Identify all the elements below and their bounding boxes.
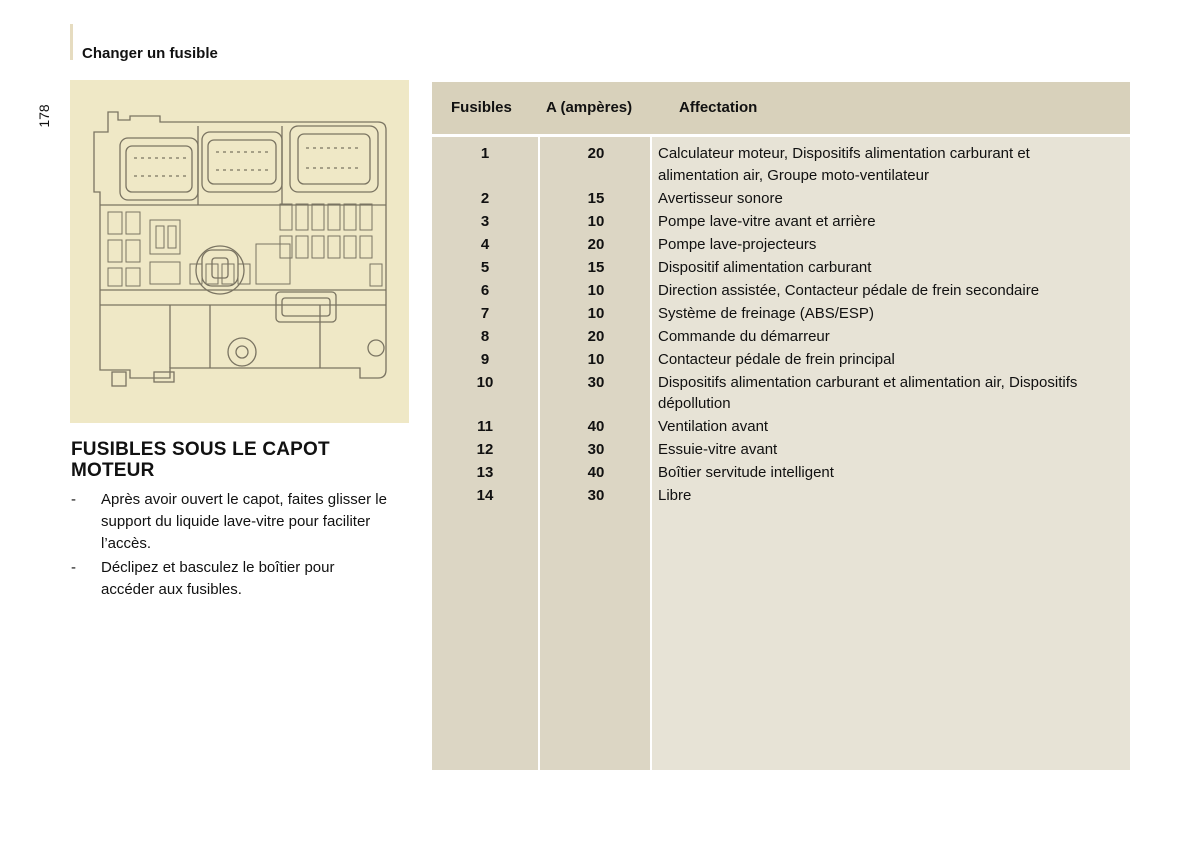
amperage-cell: 30	[587, 487, 605, 504]
amperage-cell: 10	[587, 281, 605, 299]
fuse-number-cell: 2	[480, 189, 490, 207]
assignment-cell: Ventilation avant	[658, 418, 769, 435]
table-row	[432, 439, 1130, 461]
engine-fuse-box-illustration	[70, 80, 409, 423]
instruction-text: Après avoir ouvert le capot, faites glisser le support du liquide lave-vitre pour faciliter l’accès.	[101, 491, 387, 552]
amperage-cell: 20	[587, 235, 605, 253]
amperage-cell: 10	[587, 304, 605, 322]
table-row	[432, 462, 1130, 484]
amperage-cell: 30	[587, 373, 605, 391]
amperage-cell: 15	[587, 258, 605, 276]
amperage-cell: 40	[587, 464, 605, 481]
assignment-cell: Pompe lave-projecteurs	[658, 235, 817, 253]
assignment-cell: Essuie-vitre avant	[658, 441, 778, 458]
section-heading-line2: MOTEUR	[71, 460, 155, 481]
assignment-cell: Dispositifs alimentation carburant et alimentation air, Dispositifs dépollution	[658, 373, 1078, 412]
assignment-cell: Pompe lave-vitre avant et arrière	[658, 212, 876, 230]
amperage-cell: 15	[587, 189, 605, 207]
page-number: 178	[36, 104, 52, 128]
fuse-number-cell: 10	[476, 373, 494, 391]
header-fuses: Fusibles	[451, 99, 512, 116]
table-row	[432, 349, 1130, 371]
assignment-cell: Boîtier servitude intelligent	[658, 464, 834, 481]
table-row	[432, 211, 1130, 233]
section-title: Changer un fusible	[82, 45, 218, 62]
table-row	[432, 143, 1130, 186]
assignment-cell: Libre	[658, 487, 692, 504]
instruction-step	[71, 557, 391, 601]
amperage-cell: 40	[587, 418, 605, 435]
list-dash: -	[71, 491, 76, 508]
fuse-number-cell: 5	[480, 258, 490, 276]
assignment-cell: Dispositif alimentation carburant	[658, 258, 872, 276]
amperage-cell: 10	[587, 212, 605, 230]
instruction-text: Déclipez et basculez le boîtier pour accéder aux fusibles.	[101, 559, 335, 598]
assignment-cell: Direction assistée, Contacteur pédale de frein secondaire	[658, 281, 1040, 299]
table-row	[432, 280, 1130, 302]
assignment-cell: Système de freinage (ABS/ESP)	[658, 304, 874, 322]
table-body	[432, 143, 1130, 508]
assignment-cell: Contacteur pédale de frein principal	[658, 350, 895, 368]
instruction-step	[71, 489, 391, 555]
fuse-box-figure	[70, 80, 409, 423]
header-accent-bar	[70, 24, 73, 60]
fuse-table	[432, 82, 1130, 770]
fuse-number-cell: 12	[476, 441, 494, 458]
assignment-cell: Avertisseur sonore	[658, 189, 783, 207]
fuse-number-cell: 1	[480, 145, 490, 162]
assignment-cell: Calculateur moteur, Dispositifs alimentation carburant et alimentation air, Groupe moto-ventilateur	[658, 145, 1030, 184]
section-heading	[71, 439, 401, 481]
table-row	[432, 303, 1130, 325]
table-row	[432, 188, 1130, 210]
fuse-number-cell: 14	[476, 487, 494, 504]
table-row	[432, 416, 1130, 438]
amperage-cell: 10	[587, 350, 605, 368]
section-heading-line1: FUSIBLES SOUS LE CAPOT	[71, 439, 330, 460]
fuse-number-cell: 8	[480, 327, 490, 345]
fuse-number-cell: 6	[480, 281, 490, 299]
header-amperes: A (ampères)	[546, 99, 633, 116]
amperage-cell: 20	[587, 327, 605, 345]
header-assignment: Affectation	[679, 99, 758, 116]
fuse-number-cell: 4	[480, 235, 490, 253]
fuse-number-cell: 11	[477, 418, 493, 435]
fuse-number-cell: 3	[480, 212, 490, 230]
assignment-cell: Commande du démarreur	[658, 327, 830, 345]
amperage-cell: 20	[587, 145, 605, 162]
amperage-cell: 30	[587, 441, 605, 458]
fuse-number-cell: 13	[476, 464, 494, 481]
table-row	[432, 257, 1130, 279]
table-row	[432, 485, 1130, 507]
table-row	[432, 326, 1130, 348]
table-header	[432, 82, 1130, 134]
instruction-list	[71, 489, 391, 603]
list-dash: -	[71, 559, 76, 576]
fuse-number-cell: 9	[480, 350, 490, 368]
table-row	[432, 234, 1130, 256]
fuse-number-cell: 7	[480, 304, 490, 322]
table-row	[432, 372, 1130, 415]
